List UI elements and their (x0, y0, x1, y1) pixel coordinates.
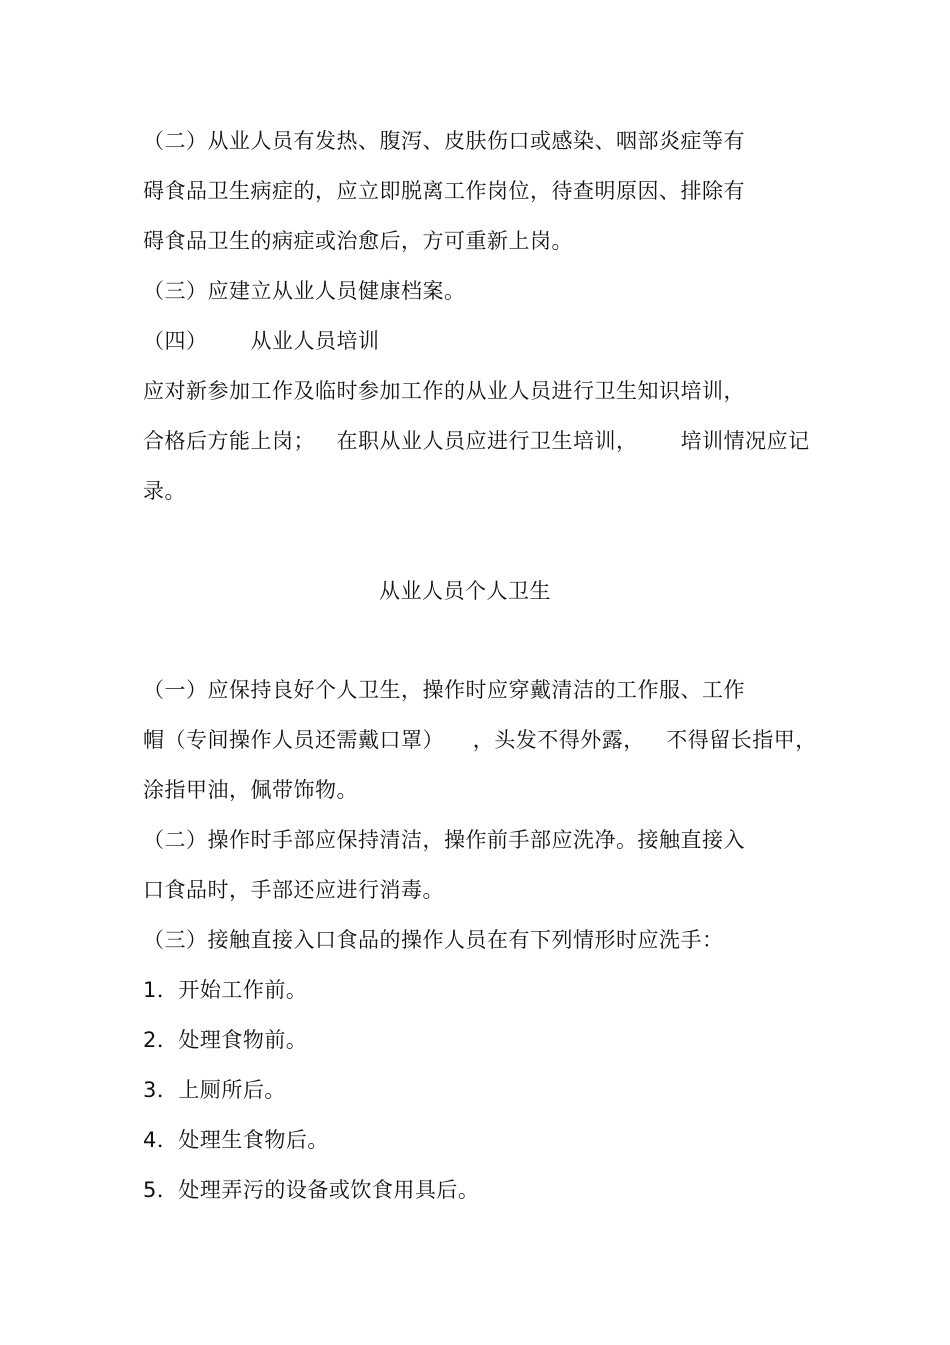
list-item: 1．开始工作前。 (143, 978, 308, 1002)
paragraph-line: 涂指甲油，佩带饰物。 (143, 778, 358, 802)
list-item: 3．上厕所后。 (143, 1078, 286, 1102)
paragraph-line: 帽（专间操作人员还需戴口罩） ，头发不得外露， 不得留长指甲， (143, 728, 817, 752)
paragraph-line: 应对新参加工作及临时参加工作的从业人员进行卫生知识培训， (143, 379, 745, 403)
paragraph-line: （二）从业人员有发热、腹泻、皮肤伤口或感染、咽部炎症等有 (143, 129, 745, 153)
paragraph-line: 碍食品卫生病症的，应立即脱离工作岗位，待查明原因、排除有 (143, 179, 745, 203)
list-item: 5．处理弄污的设备或饮食用具后。 (143, 1178, 480, 1202)
paragraph-line: （二）操作时手部应保持清洁，操作前手部应洗净。接触直接入 (143, 828, 745, 852)
paragraph-line: （三）应建立从业人员健康档案。 (143, 279, 466, 303)
list-item: 4．处理生食物后。 (143, 1128, 329, 1152)
paragraph-line: （一）应保持良好个人卫生，操作时应穿戴清洁的工作服、工作 (143, 678, 745, 702)
list-item: 2．处理食物前。 (143, 1028, 308, 1052)
section-heading: 从业人员个人卫生 (379, 579, 551, 603)
paragraph-line: （四） 从业人员培训 (143, 329, 380, 353)
paragraph-line: （三）接触直接入口食品的操作人员在有下列情形时应洗手： (143, 928, 724, 952)
paragraph-line: 合格后方能上岗； 在职从业人员应进行卫生培训， 培训情况应记 (143, 429, 810, 453)
paragraph-line: 口食品时，手部还应进行消毒。 (143, 878, 444, 902)
paragraph-line: 碍食品卫生的病症或治愈后，方可重新上岗。 (143, 229, 573, 253)
paragraph-line: 录。 (143, 479, 186, 503)
